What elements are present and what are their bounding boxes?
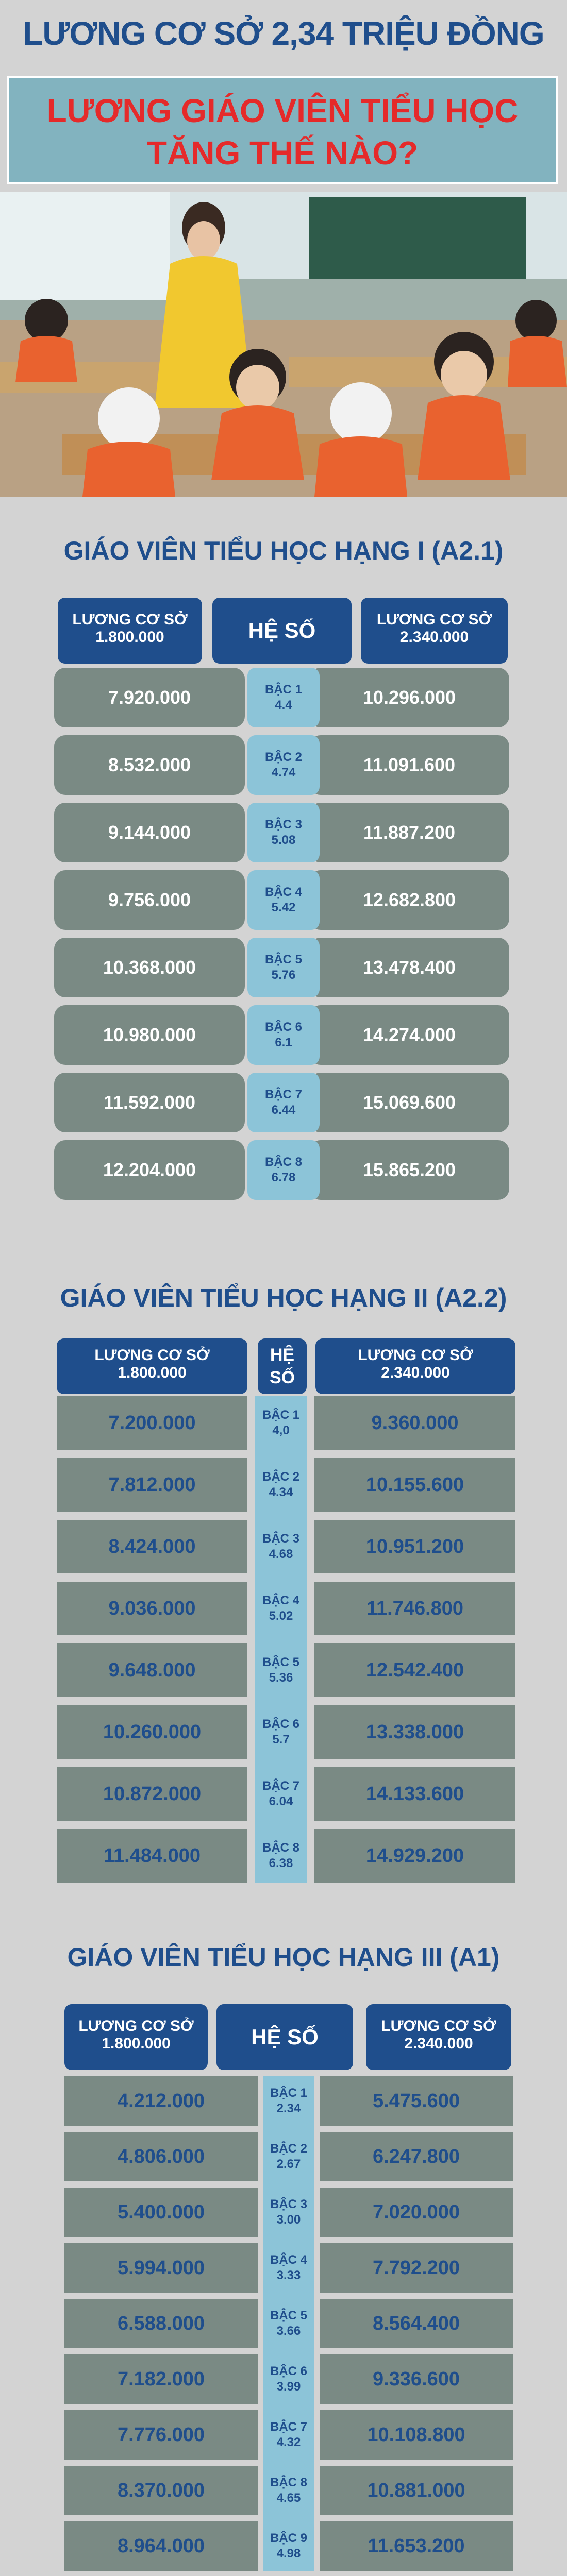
new-salary-cell: 12.542.400 — [314, 1643, 515, 1697]
new-salary-cell: 10.108.800 — [320, 2410, 513, 2460]
coefficient-value: 6.38 — [269, 1856, 293, 1870]
new-salary-cell: 13.338.000 — [314, 1705, 515, 1759]
coefficient-value: 4.74 — [271, 766, 296, 779]
coefficient-cell — [247, 803, 320, 862]
old-salary-cell: 11.484.000 — [57, 1829, 247, 1883]
step-label: BẬC 7 — [270, 2420, 307, 2434]
header-old-salary: LƯƠNG CƠ SỞ 1.800.000 — [64, 2004, 208, 2070]
old-salary-cell: 10.368.000 — [54, 938, 245, 997]
old-salary-cell: 5.400.000 — [64, 2188, 258, 2237]
old-salary-cell: 7.812.000 — [57, 1458, 247, 1512]
step-label: BẬC 9 — [270, 2531, 307, 2545]
step-label: BẬC 6 — [264, 1020, 302, 1034]
coefficient-value: 6.78 — [271, 1171, 296, 1184]
step-label: BẬC 7 — [264, 1088, 302, 1101]
old-salary-cell: 6.588.000 — [64, 2299, 258, 2348]
old-salary-cell: 12.204.000 — [54, 1140, 245, 1200]
coefficient-value: 3.66 — [276, 2324, 301, 2338]
coefficient-cell — [263, 2525, 314, 2567]
coefficient-value: 4.34 — [269, 1485, 293, 1499]
coefficient-cell — [263, 2469, 314, 2512]
old-salary-cell: 7.200.000 — [57, 1396, 247, 1450]
coefficient-value: 5.02 — [269, 1609, 293, 1623]
old-salary-cell: 7.920.000 — [54, 668, 245, 727]
new-salary-cell: 10.155.600 — [314, 1458, 515, 1512]
page-title: LƯƠNG CƠ SỞ 2,34 TRIỆU ĐỒNG — [23, 15, 544, 52]
step-label: BẬC 1 — [262, 1408, 299, 1422]
new-salary-cell: 14.929.200 — [314, 1829, 515, 1883]
step-label: BẬC 3 — [264, 818, 302, 832]
new-salary-cell: 10.296.000 — [309, 668, 509, 727]
new-salary-cell: 15.865.200 — [309, 1140, 509, 1200]
section-title: GIÁO VIÊN TIỂU HỌC HẠNG I (A2.1) — [63, 536, 504, 565]
coefficient-cell — [247, 668, 320, 727]
coefficient-value: 3.00 — [276, 2213, 301, 2227]
headline-line-2: TĂNG THẾ NÀO? — [146, 134, 419, 172]
coefficient-value: 2.67 — [276, 2157, 301, 2171]
new-salary-cell: 10.951.200 — [314, 1520, 515, 1573]
step-label: BẬC 3 — [270, 2197, 307, 2211]
header-coefficient: HỆ SỐ — [212, 598, 352, 664]
coefficient-value: 5.36 — [269, 1671, 293, 1685]
coefficient-cell — [247, 870, 320, 930]
old-salary-cell: 7.776.000 — [64, 2410, 258, 2460]
header-new-salary: LƯƠNG CƠ SỞ 2.340.000 — [315, 1338, 515, 1394]
step-label: BẬC 1 — [264, 683, 302, 697]
coefficient-cell — [263, 2191, 314, 2233]
step-label: BẬC 2 — [264, 750, 302, 764]
coefficient-value: 4,0 — [272, 1423, 290, 1437]
coefficient-cell — [263, 2414, 314, 2456]
old-salary-cell: 9.036.000 — [57, 1582, 247, 1635]
step-label: BẬC 2 — [262, 1470, 299, 1484]
coefficient-value: 5.7 — [272, 1733, 290, 1747]
coefficient-cell — [263, 2358, 314, 2400]
coefficient-value: 5.42 — [271, 901, 296, 914]
coefficient-cell — [247, 735, 320, 795]
old-salary-cell: 8.532.000 — [54, 735, 245, 795]
old-salary-cell: 9.648.000 — [57, 1643, 247, 1697]
coefficient-cell — [247, 1005, 320, 1065]
new-salary-cell: 14.274.000 — [309, 1005, 509, 1065]
section-title: GIÁO VIÊN TIỂU HỌC HẠNG III (A1) — [67, 1943, 500, 1972]
new-salary-cell: 7.020.000 — [320, 2188, 513, 2237]
coefficient-value: 6.44 — [271, 1103, 296, 1117]
step-label: BẬC 8 — [262, 1841, 299, 1855]
classroom-photo — [0, 192, 567, 497]
new-salary-cell: 10.881.000 — [320, 2466, 513, 2515]
step-label: BẬC 4 — [264, 885, 302, 899]
coefficient-cell — [247, 1073, 320, 1132]
old-salary-cell: 4.212.000 — [64, 2076, 258, 2126]
header-new-salary: LƯƠNG CƠ SỞ 2.340.000 — [366, 2004, 511, 2070]
new-salary-cell: 11.887.200 — [309, 803, 509, 862]
coefficient-value: 6.1 — [275, 1036, 292, 1049]
old-salary-cell: 8.964.000 — [64, 2521, 258, 2571]
step-label: BẬC 8 — [270, 2476, 307, 2489]
new-salary-cell: 9.336.600 — [320, 2354, 513, 2404]
headline-line-1: LƯƠNG GIÁO VIÊN TIỂU HỌC — [46, 92, 519, 129]
coefficient-cell — [255, 1709, 307, 1755]
new-salary-cell: 11.091.600 — [309, 735, 509, 795]
coefficient-cell — [255, 1585, 307, 1632]
new-salary-cell: 5.475.600 — [320, 2076, 513, 2126]
old-salary-cell: 8.424.000 — [57, 1520, 247, 1573]
coefficient-value: 4.68 — [269, 1547, 293, 1561]
coefficient-value: 4.4 — [275, 698, 292, 712]
header-old-salary: LƯƠNG CƠ SỞ 1.800.000 — [57, 1338, 247, 1394]
step-label: BẬC 3 — [262, 1532, 299, 1546]
step-label: BẬC 5 — [270, 2309, 307, 2323]
new-salary-cell: 7.792.200 — [320, 2243, 513, 2293]
header-coefficient: HỆ SỐ — [258, 1338, 307, 1394]
header-new-salary: LƯƠNG CƠ SỞ 2.340.000 — [361, 598, 508, 664]
coefficient-value: 4.32 — [276, 2435, 301, 2449]
old-salary-cell: 7.182.000 — [64, 2354, 258, 2404]
new-salary-cell: 14.133.600 — [314, 1767, 515, 1821]
section-title: GIÁO VIÊN TIỂU HỌC HẠNG II (A2.2) — [60, 1283, 507, 1312]
coefficient-cell — [255, 1400, 307, 1446]
step-label: BẬC 7 — [262, 1779, 299, 1793]
coefficient-cell — [255, 1647, 307, 1693]
new-salary-cell: 12.682.800 — [309, 870, 509, 930]
coefficient-value: 5.08 — [271, 833, 296, 847]
step-label: BẬC 6 — [270, 2364, 307, 2378]
classroom-photo-illustration — [0, 192, 567, 497]
step-label: BẬC 4 — [270, 2253, 307, 2267]
coefficient-value: 4.65 — [276, 2491, 301, 2505]
step-label: BẬC 6 — [262, 1717, 299, 1731]
step-label: BẬC 5 — [264, 953, 302, 967]
old-salary-cell: 10.872.000 — [57, 1767, 247, 1821]
old-salary-cell: 9.756.000 — [54, 870, 245, 930]
coefficient-value: 5.76 — [271, 968, 296, 982]
coefficient-value: 3.99 — [276, 2380, 301, 2394]
coefficient-cell — [255, 1462, 307, 1508]
step-label: BẬC 1 — [270, 2086, 307, 2100]
header-coefficient: HỆ SỐ — [216, 2004, 353, 2070]
coefficient-value: 6.04 — [269, 1794, 293, 1808]
old-salary-cell: 10.980.000 — [54, 1005, 245, 1065]
coefficient-cell — [247, 938, 320, 997]
old-salary-cell: 8.370.000 — [64, 2466, 258, 2515]
headline-banner — [7, 76, 558, 184]
header-old-salary: LƯƠNG CƠ SỞ 1.800.000 — [58, 598, 202, 664]
coefficient-cell — [263, 2136, 314, 2178]
coefficient-value: 3.33 — [276, 2268, 301, 2282]
step-label: BẬC 4 — [262, 1594, 299, 1607]
step-label: BẬC 5 — [262, 1655, 299, 1669]
new-salary-cell: 11.746.800 — [314, 1582, 515, 1635]
new-salary-cell: 13.478.400 — [309, 938, 509, 997]
coefficient-cell — [263, 2302, 314, 2345]
new-salary-cell: 11.653.200 — [320, 2521, 513, 2571]
old-salary-cell: 11.592.000 — [54, 1073, 245, 1132]
old-salary-cell: 5.994.000 — [64, 2243, 258, 2293]
coefficient-cell — [263, 2247, 314, 2289]
old-salary-cell: 9.144.000 — [54, 803, 245, 862]
step-label: BẬC 8 — [264, 1155, 302, 1169]
coefficient-cell — [255, 1833, 307, 1879]
coefficient-value: 4.98 — [276, 2547, 301, 2561]
old-salary-cell: 10.260.000 — [57, 1705, 247, 1759]
new-salary-cell: 6.247.800 — [320, 2132, 513, 2181]
new-salary-cell: 9.360.000 — [314, 1396, 515, 1450]
coefficient-cell — [247, 1140, 320, 1200]
coefficient-cell — [263, 2080, 314, 2122]
old-salary-cell: 4.806.000 — [64, 2132, 258, 2181]
new-salary-cell: 15.069.600 — [309, 1073, 509, 1132]
coefficient-value: 2.34 — [276, 2102, 301, 2115]
coefficient-cell — [255, 1523, 307, 1570]
step-label: BẬC 2 — [270, 2142, 307, 2156]
new-salary-cell: 8.564.400 — [320, 2299, 513, 2348]
coefficient-cell — [255, 1771, 307, 1817]
